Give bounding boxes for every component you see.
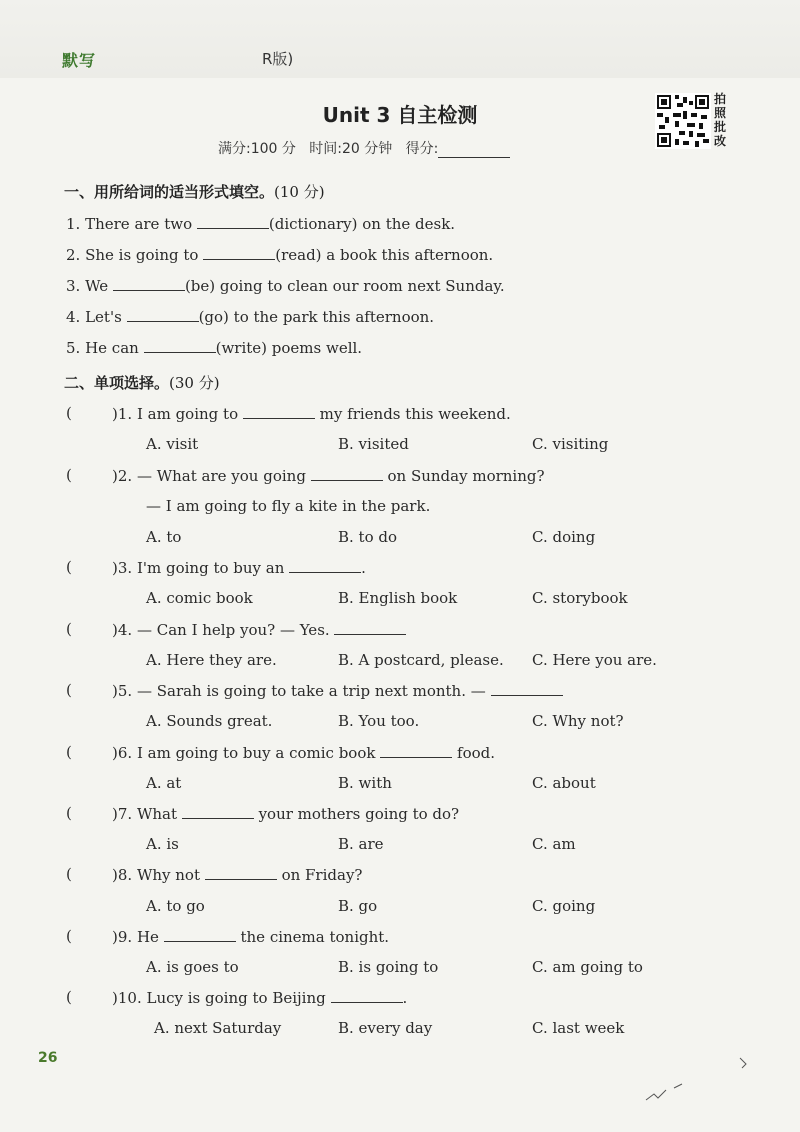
time-limit: 时间:20 分钟 (309, 141, 393, 157)
answer-paren[interactable]: ( (66, 865, 72, 883)
question-2-line2: — I am going to fly a kite in the park. (146, 497, 431, 515)
section2-title: 二、单项选择。 (64, 374, 170, 392)
answer-blank[interactable] (113, 276, 185, 291)
qr-code-icon[interactable] (655, 93, 711, 149)
question-blank (243, 404, 315, 419)
option-b[interactable]: B. You too. (338, 712, 420, 730)
answer-blank[interactable] (144, 338, 216, 353)
section2-points: (30 分) (169, 374, 220, 392)
section1-points: (10 分) (274, 183, 325, 201)
answer-paren[interactable]: ( (66, 681, 72, 699)
question-text: . (402, 989, 408, 1007)
question-blank (380, 743, 452, 758)
question-text: food. (457, 744, 496, 762)
fill-item-text: 2. She is going to (66, 246, 199, 264)
option-b[interactable]: B. visited (338, 435, 409, 453)
option-a[interactable]: A. comic book (146, 589, 253, 607)
question-text: — What are you going (136, 467, 306, 485)
header-band (0, 0, 800, 78)
option-c[interactable]: C. Why not? (532, 712, 624, 730)
question-text: I am going to (136, 405, 239, 423)
fill-item-1 (66, 214, 455, 233)
option-b[interactable]: B. is going to (338, 958, 439, 976)
question-number: )4. (112, 621, 133, 639)
question-9 (112, 927, 389, 946)
option-a[interactable]: A. Sounds great. (146, 712, 273, 730)
option-a[interactable]: A. to go (146, 897, 205, 915)
fill-item-text: 1. There are two (66, 215, 193, 233)
answer-paren[interactable]: ( (66, 927, 72, 945)
fill-item-text: 5. He can (66, 339, 139, 357)
option-c[interactable]: C. am (532, 835, 576, 853)
question-blank (491, 681, 563, 696)
answer-blank[interactable] (127, 307, 199, 322)
question-10 (112, 988, 407, 1007)
answer-blank[interactable] (197, 214, 269, 229)
option-c[interactable]: C. am going to (532, 958, 643, 976)
question-text: I am going to buy a comic book (136, 744, 376, 762)
qr-caption: 拍照批改 (714, 92, 727, 148)
question-text: my friends this weekend. (319, 405, 511, 423)
question-blank (182, 804, 254, 819)
question-text: Lucy is going to Beijing (146, 989, 326, 1007)
pencil-mark-icon (640, 1050, 760, 1110)
option-a[interactable]: A. at (146, 774, 182, 792)
fill-item-text: (be) going to clean our room next Sunday. (184, 277, 505, 295)
option-b[interactable]: B. English book (338, 589, 458, 607)
option-a[interactable]: A. is (146, 835, 179, 853)
fill-item-text: (go) to the park this afternoon. (198, 308, 435, 326)
option-a[interactable]: A. to (146, 528, 182, 546)
option-c[interactable]: C. Here you are. (532, 651, 657, 669)
question-blank (334, 620, 406, 635)
question-3 (112, 558, 366, 577)
score-label: 得分: (405, 141, 439, 157)
section1-title: 一、用所给词的适当形式填空。 (64, 183, 275, 201)
question-number: )7. (112, 805, 133, 823)
option-a[interactable]: A. Here they are. (146, 651, 277, 669)
header-series-label: 默写 (62, 51, 97, 70)
question-number: )6. (112, 744, 133, 762)
option-c[interactable]: C. going (532, 897, 596, 915)
score-meta (218, 138, 510, 158)
question-text: I'm going to buy an (136, 559, 285, 577)
question-text: your mothers going to do? (258, 805, 460, 823)
question-text: Why not (136, 866, 200, 884)
fill-item-3 (66, 276, 505, 295)
fill-item-2 (66, 245, 493, 264)
fill-item-4 (66, 307, 434, 326)
option-b[interactable]: B. go (338, 897, 378, 915)
question-6 (112, 743, 495, 762)
option-c[interactable]: C. storybook (532, 589, 628, 607)
section2-heading (64, 372, 220, 393)
question-blank (311, 466, 383, 481)
fill-item-5 (66, 338, 362, 357)
question-text: — Can I help you? — Yes. (136, 621, 330, 639)
fill-item-text: 3. We (66, 277, 109, 295)
section1-heading (64, 181, 325, 202)
question-text: He (136, 928, 159, 946)
question-text: on Friday? (281, 866, 363, 884)
option-a[interactable]: A. visit (146, 435, 199, 453)
question-number: )10. (112, 989, 142, 1007)
question-blank (331, 988, 403, 1003)
question-text: . (361, 559, 366, 577)
question-number: )3. (112, 559, 133, 577)
answer-paren[interactable]: ( (66, 988, 72, 1006)
fill-item-text: (write) poems well. (215, 339, 363, 357)
question-2 (112, 466, 545, 485)
option-c[interactable]: C. last week (532, 1019, 625, 1037)
answer-blank[interactable] (203, 245, 275, 260)
fill-item-text: 4. Let's (66, 308, 122, 326)
page-title: Unit 3 自主检测 (322, 103, 478, 127)
question-blank (164, 927, 236, 942)
question-5 (112, 681, 563, 700)
question-blank (289, 558, 361, 573)
question-text: — Sarah is going to take a trip next month. — (136, 682, 486, 700)
question-number: )9. (112, 928, 133, 946)
question-number: )5. (112, 682, 133, 700)
answer-paren[interactable]: ( (66, 804, 72, 822)
score-blank[interactable] (438, 143, 510, 158)
answer-paren[interactable]: ( (66, 743, 72, 761)
question-number: )1. (112, 405, 133, 423)
fill-item-text: (dictionary) on the desk. (268, 215, 456, 233)
question-number: )2. (112, 467, 133, 485)
page-number: 26 (38, 1050, 58, 1066)
question-7 (112, 804, 459, 823)
answer-paren[interactable]: ( (66, 466, 72, 484)
option-a[interactable]: A. is goes to (146, 958, 239, 976)
option-b[interactable]: B. to do (338, 528, 398, 546)
option-b[interactable]: B. with (338, 774, 392, 792)
full-marks: 满分:100 分 (218, 141, 296, 157)
question-1 (112, 404, 511, 423)
question-text: the cinema tonight. (240, 928, 390, 946)
question-8 (112, 865, 362, 884)
header-edition-label: R版) (262, 50, 294, 68)
option-c[interactable]: C. about (532, 774, 596, 792)
option-c[interactable]: C. visiting (532, 435, 609, 453)
answer-paren[interactable]: ( (66, 558, 72, 576)
answer-paren[interactable]: ( (66, 404, 72, 422)
question-number: )8. (112, 866, 133, 884)
option-c[interactable]: C. doing (532, 528, 596, 546)
option-a[interactable]: A. next Saturday (154, 1019, 282, 1037)
option-b[interactable]: B. are (338, 835, 384, 853)
question-text: What (136, 805, 178, 823)
option-b[interactable]: B. every day (338, 1019, 433, 1037)
fill-item-text: (read) a book this afternoon. (275, 246, 494, 264)
answer-paren[interactable]: ( (66, 620, 72, 638)
question-text: on Sunday morning? (387, 467, 545, 485)
question-blank (205, 865, 277, 880)
option-b[interactable]: B. A postcard, please. (338, 651, 504, 669)
question-4 (112, 620, 406, 639)
